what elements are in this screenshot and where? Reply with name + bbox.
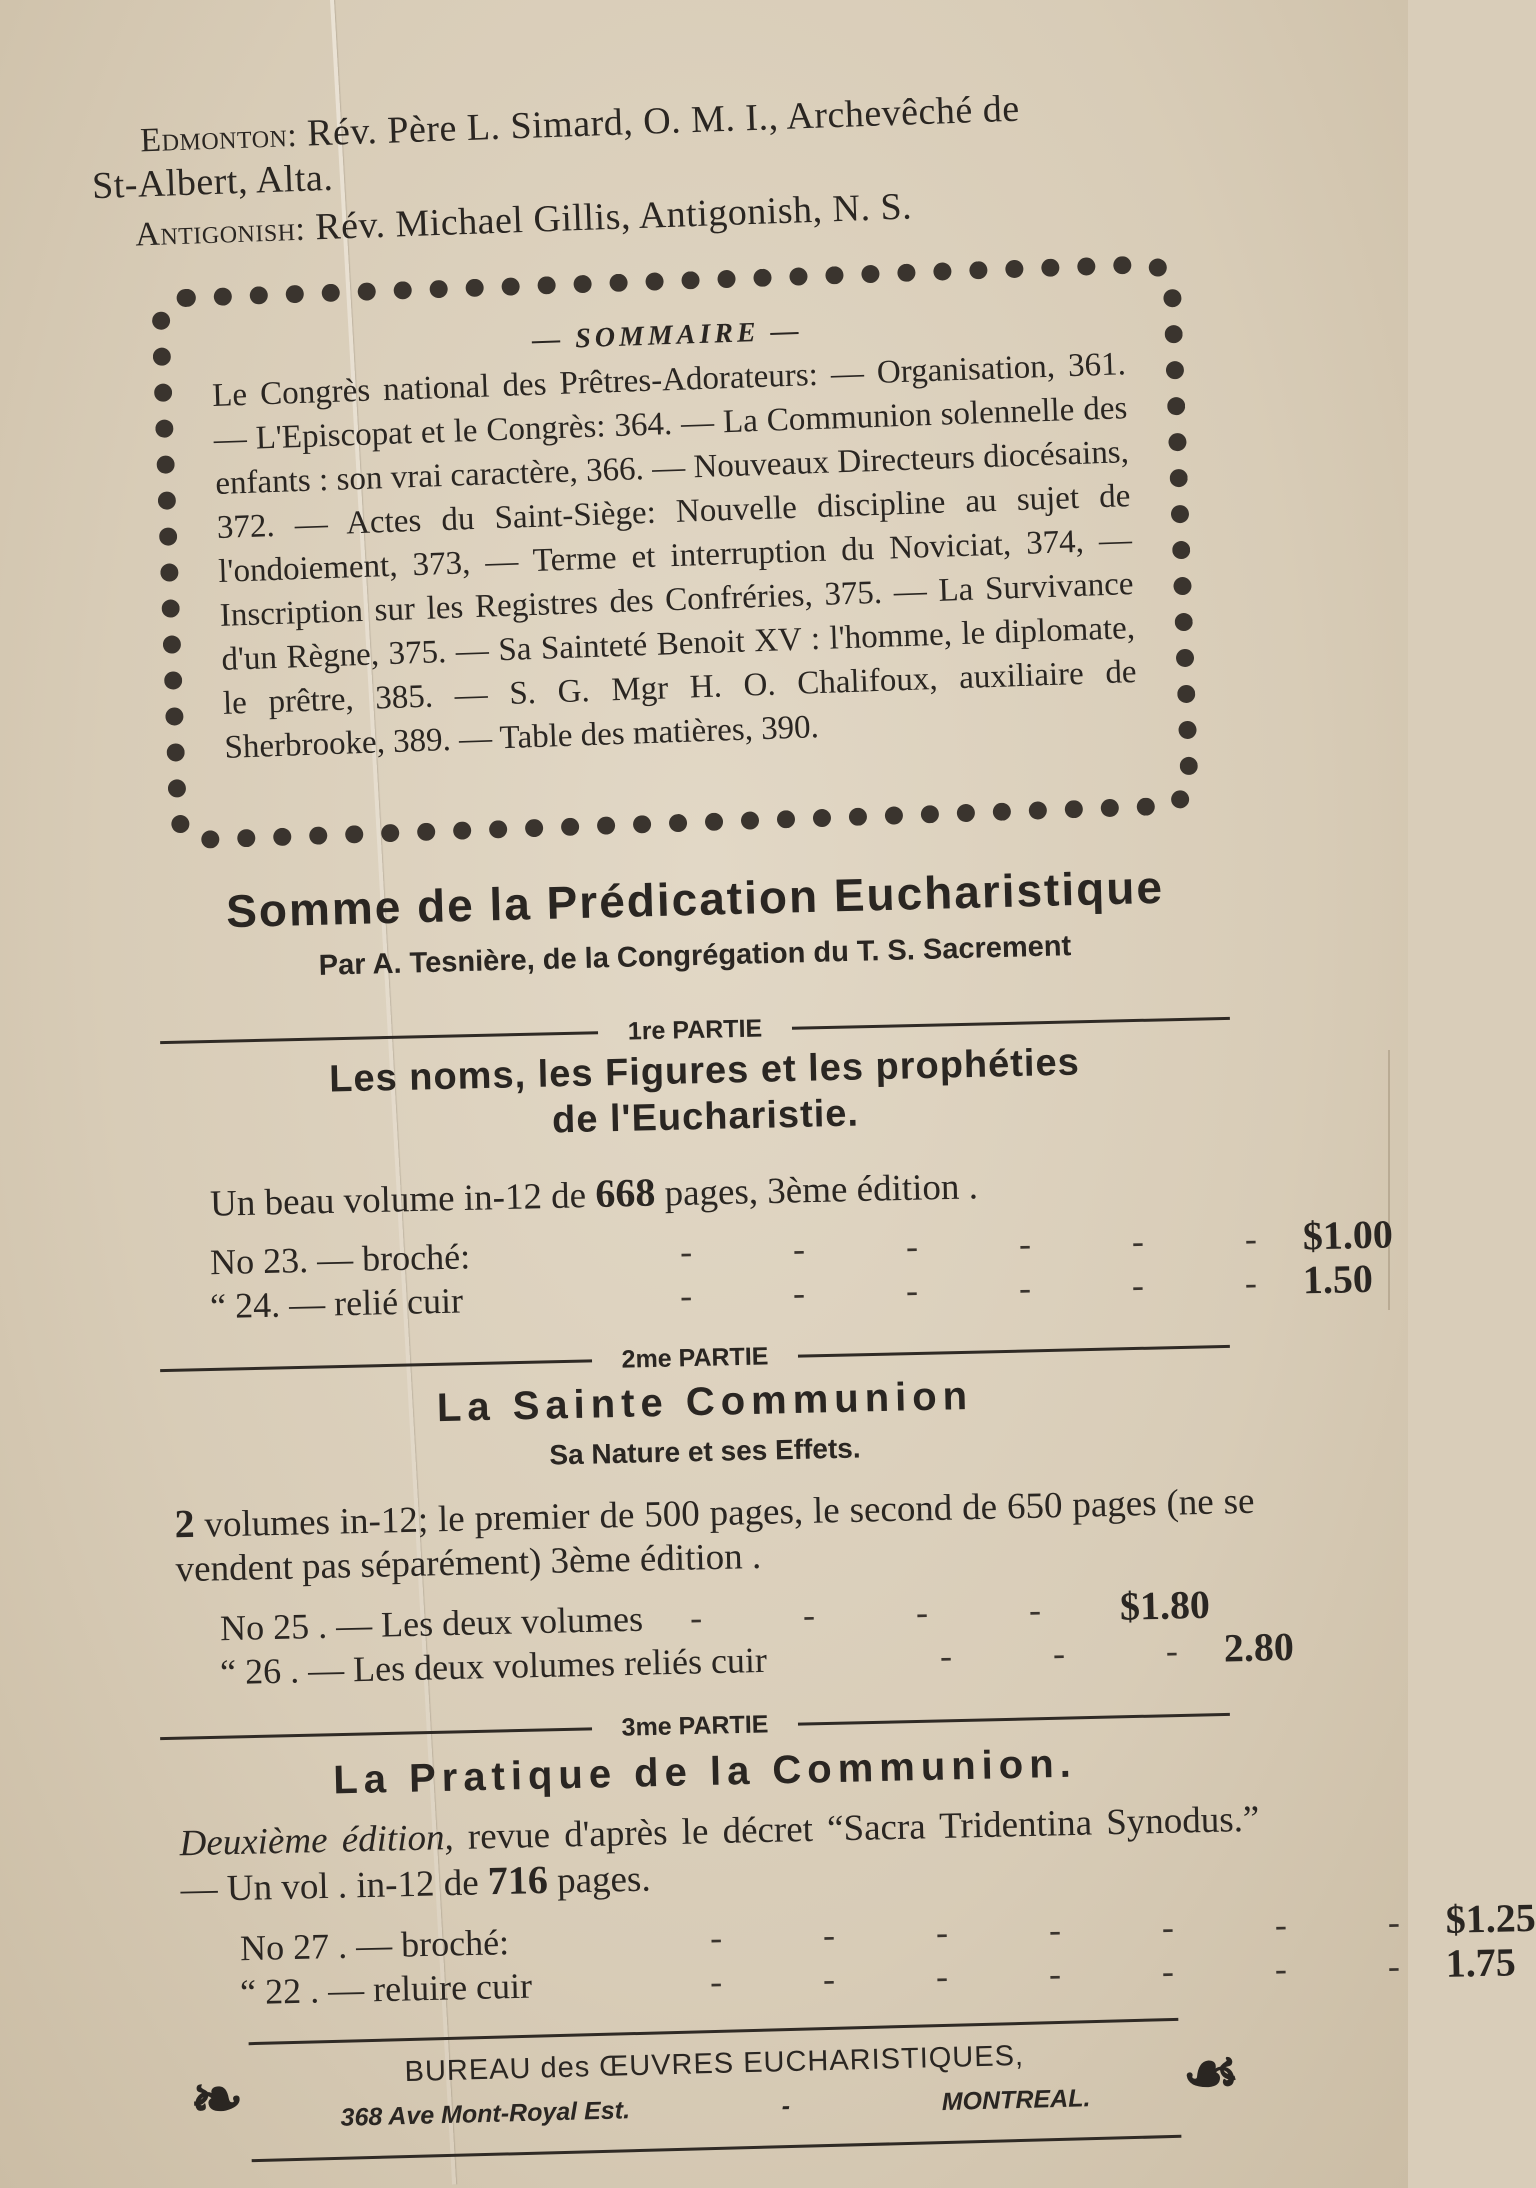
divider-rule (160, 1031, 598, 1044)
header-text-antigonish: Rév. Michael Gillis, Antigonish, N. S. (314, 185, 913, 249)
desc-text: revue d'après le décret “Sacra Tridentina Synodus.” — Un vol . in-12 de (180, 1798, 1260, 1911)
leader-dots: - - - (939, 1629, 1225, 1676)
header-line-edmonton (140, 87, 1021, 162)
price-amount: $1.25 (1445, 1894, 1536, 1942)
divider-rule (160, 1727, 592, 1740)
footer-address-line (340, 2084, 1091, 2133)
part-1-title-line-2: de l'Eucharistie. (551, 1092, 860, 1142)
header-text-edmonton: Rév. Père L. Simard, O. M. I., Archevêché de (306, 87, 1021, 155)
leader-dots: - - - - - - - (709, 1900, 1447, 1958)
leader-dots: - - - - (689, 1588, 1088, 1638)
fleuron-left-icon: ❧ (189, 2063, 245, 2136)
leader-dots: - - - - - - (679, 1261, 1304, 1316)
price-item: No 27 . — broché: (239, 1922, 510, 1969)
desc-text: Un beau volume in-12 de (209, 1174, 596, 1225)
desc-text: pages. (547, 1858, 652, 1902)
leader-dots: - - - - - - - (709, 1944, 1447, 2002)
price-amount: $1.00 (1302, 1211, 1394, 1259)
part-2-title: La Sainte Communion (436, 1373, 974, 1431)
sommaire-box (151, 254, 1200, 850)
sommaire-title: — SOMMAIRE — (531, 315, 804, 356)
part-1-description (210, 1163, 979, 1226)
footer-publisher: BUREAU des ŒUVRES EUCHARISTIQUES, (404, 2039, 1025, 2089)
divider-rule (798, 1344, 1230, 1357)
footer-address: 368 Ave Mont-Royal Est. (340, 2096, 631, 2132)
part-3-description (179, 1798, 1261, 1912)
part-3-title: La Pratique de la Communion. (332, 1741, 1078, 1803)
part-1-title-line-1: Les noms, les Figures et les prophéties (328, 1041, 1081, 1101)
desc-text: volumes in-12; le premier de 500 pages, le second de 650 pages (ne se vendent pas séparément) 3ème édition . (175, 1480, 1255, 1591)
price-item: “ 22 . — reluire cuir (239, 1965, 533, 2013)
footer-imprint (189, 2016, 1242, 2163)
price-item: “ 24. — relié cuir (209, 1280, 464, 1327)
edition-note: Deuxième édition, (179, 1817, 455, 1865)
page-count: 668 (594, 1169, 656, 1216)
price-amount: 1.75 (1445, 1939, 1517, 1986)
footer-city: MONTREAL. (941, 2084, 1091, 2117)
part-2-description (174, 1478, 1256, 1592)
header-city-antigonish: Antigonish: (134, 210, 306, 254)
price-item: No 25 . — Les deux volumes (219, 1598, 644, 1649)
price-amount: $1.80 (1119, 1581, 1211, 1629)
part-label: 1re PARTIE (627, 1013, 763, 1046)
divider-rule (160, 1359, 592, 1372)
price-amount: 1.50 (1302, 1255, 1374, 1303)
price-item: No 23. — broché: (209, 1236, 471, 1283)
main-subtitle: Par A. Tesnière, de la Congrégation du T. S. Sacrement (318, 930, 1072, 982)
leader-dots: - - - - - - (679, 1217, 1304, 1272)
volume-count: 2 (174, 1500, 196, 1547)
desc-text: pages, 3ème édition . (654, 1166, 979, 1215)
fleuron-right-icon: ☙ (1181, 2037, 1241, 2110)
page-count: 716 (487, 1856, 549, 1904)
header-city-edmonton: Edmonton: (139, 116, 298, 160)
footer-separator: - (781, 2092, 791, 2121)
main-title: Somme de la Prédication Eucharistique (225, 860, 1165, 938)
price-amount: 2.80 (1223, 1623, 1295, 1671)
divider-rule (798, 1712, 1230, 1725)
header-line-st-albert: St-Albert, Alta. (91, 156, 334, 208)
part-2-subtitle: Sa Nature et ses Effets. (549, 1432, 861, 1471)
part-label: 3me PARTIE (621, 1709, 769, 1742)
part-label: 2me PARTIE (621, 1341, 769, 1374)
footer-rule-bottom (252, 2135, 1182, 2162)
sommaire-text: Le Congrès national des Prêtres-Adorateurs: — Organisation, 361. — L'Episcopat et le Congrès: 364. — La Communion solennelle des enfants : son vrai caractère, 366. — Nouveaux Directeurs diocésains, 372. — Actes du Saint-Siège: Nouvelle discipline au sujet de l'ondoiement, 373, — Terme et interruption du Noviciat, 374, — Inscription sur les Registres des Confréries, 375. — La Survivance d'un Règne, 375. — Sa Sainteté Benoit XV : l'homme, le diplomate, le prêtre, 385. — S. G. Mgr H. O. Chalifoux, auxiliaire de Sherbrooke, 389. — Table des matières, 390. (211, 346, 1138, 766)
paper-crease (1388, 1050, 1390, 1310)
divider-rule (792, 1016, 1230, 1029)
price-item: “ 26 . — Les deux volumes reliés cuir (219, 1639, 768, 1693)
